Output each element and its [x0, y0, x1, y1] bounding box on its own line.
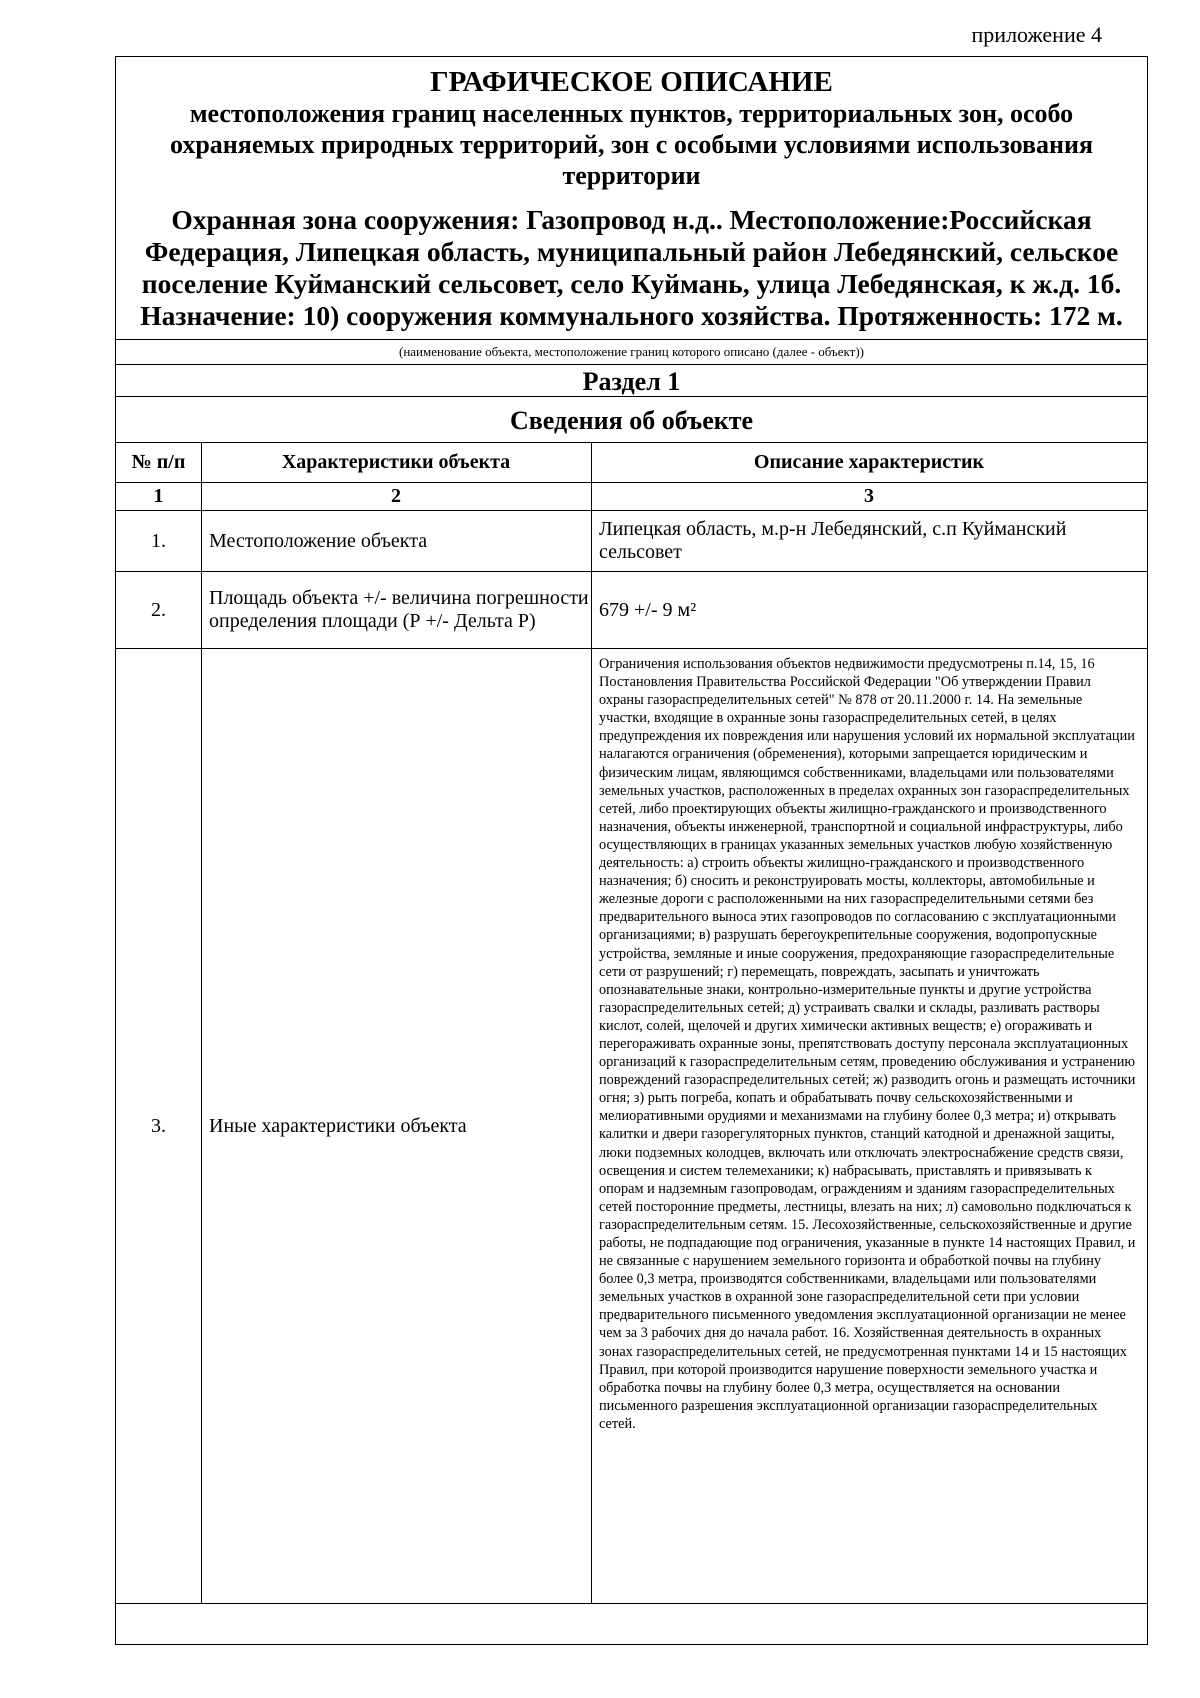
section-label: Раздел 1	[116, 365, 1147, 397]
row-num: 2.	[151, 598, 166, 621]
row-value: Ограничения использования объектов недвижимости предусмотрены п.14, 15, 16 Постановления Правительства Российской Федерации "Об утверждении Правил охраны газораспределительных сетей" № 878 от 20.11.2000 г. 14. На земельные участки, входящие в охранные зоны газораспределительных сетей, в целях предупреждения их повреждения или нарушения условий их нормальной эксплуатации налагаются ограничения (обременения), которыми запрещается юридическим и физическим лицам, являющимся собственниками, владельцами или пользователями земельных участков, расположенных в пределах охранных зон газораспределительных сетей, либо проектирующих объекты жилищно-гражданского и производственного назначения, объекты инженерной, транспортной и социальной инфраструктуры, либо осуществляющих в границах указанных земельных участков любую хозяйственную деятельность: а) строить объекты жилищно-гражданского и производственного назначения; б) сносить и реконструировать мосты, коллекторы, автомобильные и железные дороги с расположенными на них газораспределительными сетями без предварительного выноса этих газопроводов по согласованию с эксплуатационными организациями; в) разрушать берегоукрепительные сооружения, водопропускные устройства, земляные и иные сооружения, предохраняющие газораспределительные сети от разрушений; г) перемещать, повреждать, засыпать и уничтожать опознавательные знаки, контрольно-измерительные пункты и другие устройства газораспределительных сетей; д) устраивать свалки и склады, разливать растворы кислот, солей, щелочей и других химически активных веществ; е) огораживать и перегораживать охранные зоны, препятствовать доступу персонала эксплуатационных организаций к газораспределительным сетям, проведению обслуживания и устранению повреждений газораспределительных сетей; ж) разводить огонь и размещать источники огня; з) рыть погреба, копать и обрабатывать почву сельскохозяйственными и мелиоративными орудиями и механизмами на глубину более 0,3 метра; и) открывать калитки и двери газорегуляторных пунктов, станций катодной и дренажной защиты, люки подземных колодцев, включать или отключать электроснабжение средств связи, освещения и систем телемеханики; к) набрасывать, приставлять и привязывать к опорам и надземным газопроводам, ограждениям и зданиям газораспределительных сетей посторонние предметы, лестницы, влезать на них; л) самовольно подключаться к газораспределительным сетям. 15. Лесохозяйственные, сельскохозяйственные и другие работы, не подпадающие под ограничения, указанные в пункте 14 настоящих Правил, и не связанные с нарушением земельного горизонта и обработкой почвы на глубину более 0,3 метра, производятся собственниками, владельцами или пользователями земельных участков в охранной зоне газораспределительной сети при условии предварительного письменного уведомления эксплуатационной организации не менее чем за 3 рабочих дня до начала работ. 16. Хозяйственная деятельность в охранных зонах газораспределительных сетей, не предусмотренная пунктами 14 и 15 настоящих Правил, при которой производится нарушение поверхности земельного участка и обработка почвы на глубину более 0,3 метра, осуществляется на основании письменного разрешения эксплуатационной организации газораспределительных сетей.	[599, 656, 1136, 1432]
header-block	[116, 57, 1147, 340]
header-description: Описание характеристик	[753, 451, 985, 473]
object-description: Охранная зона сооружения: Газопровод н.д.. Местоположение:Российская Федерация, Липецкая область, муниципальный район Лебедянский, сельское поселение Куйманский сельсовет, село Куймань, улица Лебедянская, к ж.д. 1б. Назначение: 10) сооружения коммунального хозяйства. Протяженность: 172 м.	[140, 204, 1123, 331]
object-caption: (наименование объекта, местоположение границ которого описано (далее - объект))	[116, 340, 1147, 365]
header-characteristic: Характеристики объекта	[281, 451, 511, 473]
table-row	[116, 649, 1147, 1604]
table-header-row	[116, 443, 1147, 483]
row-num: 3.	[151, 1114, 166, 1137]
row-characteristic: Иные характеристики объекта	[209, 1114, 467, 1137]
row-value: Липецкая область, м.р-н Лебедянский, с.п Куйманский сельсовет	[599, 518, 1067, 563]
document-subtitle: местоположения границ населенных пунктов, территориальных зон, особо охраняемых природных территорий, зон с особыми условиями использования территории	[169, 99, 1094, 190]
document-title: ГРАФИЧЕСКОЕ ОПИСАНИЕ	[430, 66, 833, 98]
table-row	[116, 511, 1147, 572]
row-characteristic: Площадь объекта +/- величина погрешности определения площади (Р +/- Дельта Р)	[209, 587, 589, 632]
col-number-2: 2	[391, 485, 401, 507]
col-number-3: 3	[864, 485, 874, 507]
header-num: № п/п	[131, 451, 186, 473]
col-number-1: 1	[153, 485, 164, 507]
row-value: 679 +/- 9 м²	[599, 598, 697, 621]
row-characteristic: Местоположение объекта	[209, 529, 428, 552]
table-row	[116, 572, 1147, 649]
column-number-row	[116, 483, 1147, 511]
row-value-cell	[591, 649, 1147, 1603]
appendix-label: приложение 4	[971, 22, 1102, 47]
section-title: Сведения об объекте	[116, 397, 1147, 443]
row-num: 1.	[151, 529, 166, 552]
document-frame	[115, 56, 1148, 1645]
